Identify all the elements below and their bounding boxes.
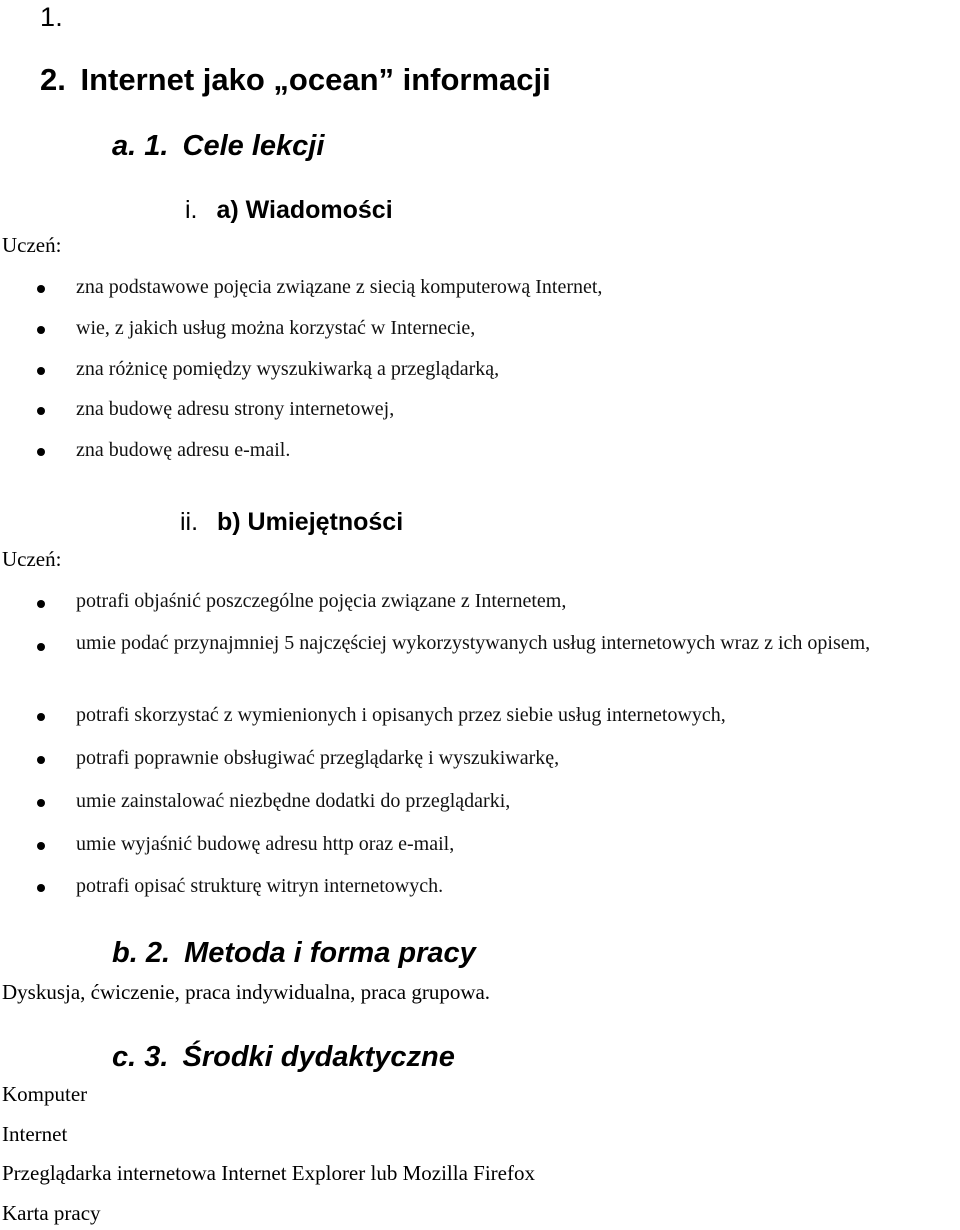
list-item-text: wie, z jakich usług można korzystać w Internecie,: [76, 317, 476, 339]
section-b-marker: b. 2.: [112, 937, 171, 969]
bullet-icon: [37, 326, 45, 334]
list-item-text: umie podać przynajmniej 5 najczęściej wykorzystywanych usług internetowych wraz z ich opisem,: [76, 632, 871, 654]
bullet-icon: [37, 842, 45, 850]
bullet-icon: [37, 285, 45, 293]
bullet-icon: [37, 643, 45, 651]
bullet-icon: [37, 407, 45, 415]
intro-1: Uczeń:: [2, 233, 62, 257]
list-item-text: umie zainstalować niezbędne dodatki do przeglądarki,: [76, 790, 511, 812]
section-a-marker: a. 1.: [112, 130, 169, 162]
list-item-text: potrafi objaśnić poszczególne pojęcia związane z Internetem,: [76, 590, 567, 612]
methods-text: Dyskusja, ćwiczenie, praca indywidualna, praca grupowa.: [2, 980, 491, 1004]
subsection-i-marker: i.: [185, 196, 198, 224]
resource-item: Internet: [2, 1122, 68, 1146]
bullet-icon: [37, 799, 45, 807]
bullet-icon: [37, 713, 45, 721]
list-item-text: potrafi opisać strukturę witryn internetowych.: [76, 875, 444, 897]
bullet-icon: [37, 367, 45, 375]
bullet-icon: [37, 448, 45, 456]
subsection-ii-marker: ii.: [180, 508, 199, 536]
list-item-text: potrafi poprawnie obsługiwać przeglądarkę i wyszukiwarkę,: [76, 747, 560, 769]
subsection-i-heading: [185, 196, 393, 225]
list-item-text: umie wyjaśnić budowę adresu http oraz e-mail,: [76, 833, 455, 855]
section-c-title: Środki dydaktyczne: [182, 1041, 455, 1073]
bullet-icon: [37, 600, 45, 608]
section-a-heading: [112, 130, 324, 163]
heading-1: 1.: [40, 2, 63, 32]
heading-2-title: Internet jako „ocean” informacji: [80, 62, 551, 97]
heading-2-number: 2.: [40, 62, 66, 97]
list-item-text: zna budowę adresu strony internetowej,: [76, 398, 395, 420]
bullet-icon: [37, 884, 45, 892]
heading-2: [40, 62, 551, 98]
section-c-marker: c. 3.: [112, 1041, 169, 1073]
section-a-title: Cele lekcji: [182, 130, 325, 162]
list-item-text: potrafi skorzystać z wymienionych i opisanych przez siebie usług internetowych,: [76, 704, 726, 726]
section-c-heading: [112, 1041, 455, 1074]
list-item-text: zna podstawowe pojęcia związane z siecią komputerową Internet,: [76, 276, 603, 298]
subsection-ii-title: b) Umiejętności: [217, 508, 404, 536]
intro-2: Uczeń:: [2, 547, 62, 571]
list-item-text: zna różnicę pomiędzy wyszukiwarką a przeglądarką,: [76, 358, 500, 380]
resource-item: Karta pracy: [2, 1201, 101, 1225]
bullet-icon: [37, 756, 45, 764]
list-item-text: zna budowę adresu e-mail.: [76, 439, 291, 461]
subsection-i-title: a) Wiadomości: [216, 196, 393, 224]
resource-item: Przeglądarka internetowa Internet Explorer lub Mozilla Firefox: [2, 1161, 535, 1185]
section-b-title: Metoda i forma pracy: [184, 937, 476, 969]
subsection-ii-heading: [180, 508, 403, 537]
resource-item: Komputer: [2, 1082, 88, 1106]
section-b-heading: [112, 937, 476, 970]
